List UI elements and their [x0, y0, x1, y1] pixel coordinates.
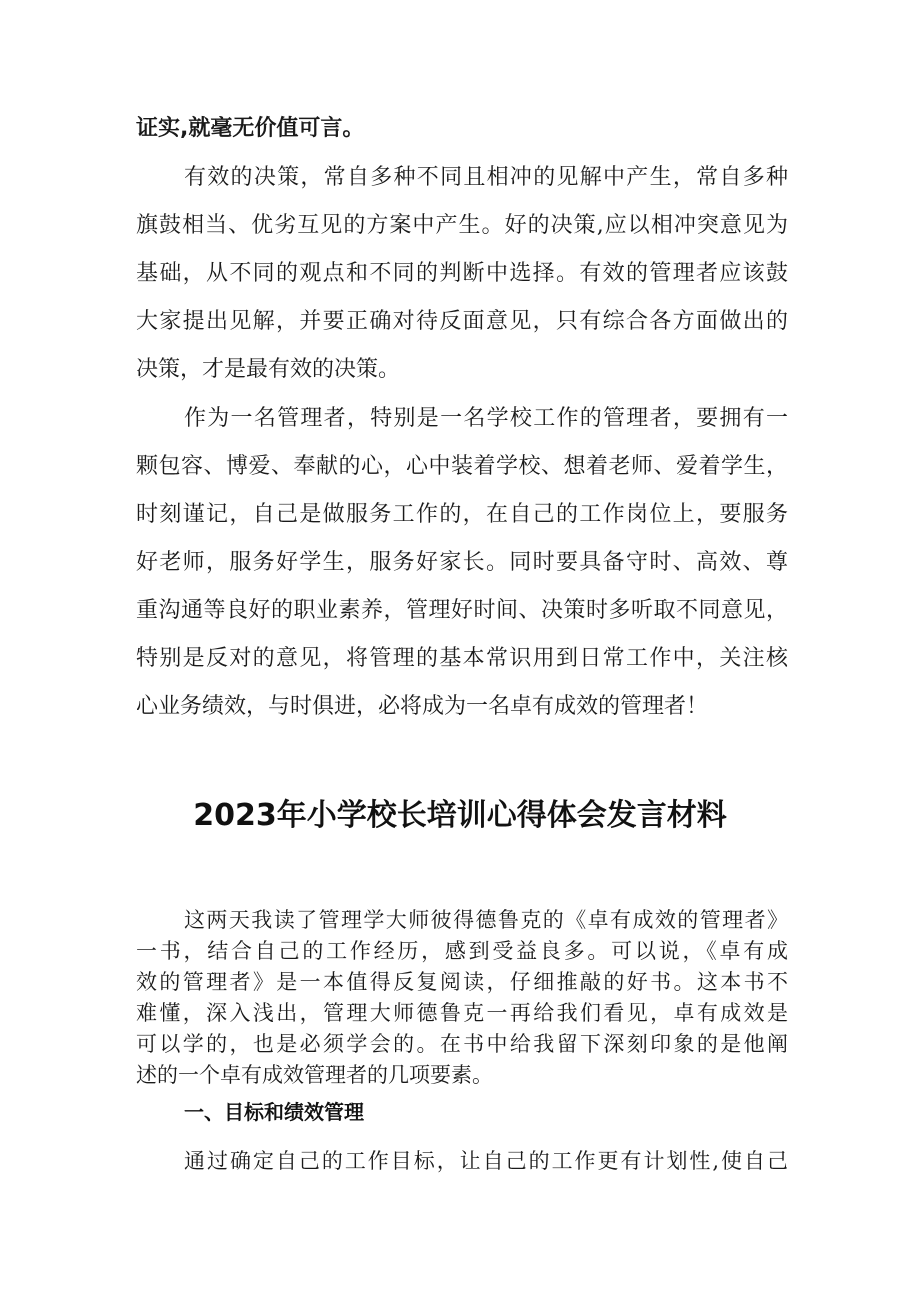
text-line: 旗鼓相当、优劣互见的方案中产生。好的决策,应以相冲突意见为 [136, 213, 788, 238]
text-line: 难懂，深入浅出，管理大师德鲁克一再给我们看见，卓有成效是 [136, 1001, 788, 1025]
text-line: 重沟通等良好的职业素养，管理好时间、决策时多听取不同意见， [136, 598, 788, 623]
text-line: 作为一名管理者，特别是一名学校工作的管理者，要拥有一 [184, 406, 788, 431]
text-line: 一书，结合自己的工作经历，感到受益良多。可以说，《卓有成 [136, 939, 788, 963]
text-line: 特别是反对的意见，将管理的基本常识用到日常工作中，关注核 [136, 646, 788, 671]
text-line: 颗包容、博爱、奉献的心，心中装着学校、想着老师、爱着学生， [136, 454, 788, 479]
text-line: 效的管理者》是一本值得反复阅读，仔细推敲的好书。这本书不 [136, 970, 788, 994]
text-line: 时刻谨记，自己是做服务工作的，在自己的工作岗位上，要服务 [136, 502, 788, 527]
text-line: 大家提出见解，并要正确对待反面意见，只有综合各方面做出的 [136, 309, 788, 334]
text-line: 通过确定自己的工作目标，让自己的工作更有计划性,使自己 [184, 1149, 788, 1173]
text-line: 好老师，服务好学生，服务好家长。同时要具备守时、高效、尊 [136, 550, 788, 575]
text-line: 决策，才是最有效的决策。 [136, 357, 401, 382]
text-line: 这两天我读了管理学大师彼得德鲁克的《卓有成效的管理者》 [184, 908, 788, 932]
text-line: 述的一个卓有成效管理者的几项要素。 [136, 1063, 493, 1087]
document-title: 2023年小学校长培训心得体会发言材料 [193, 798, 727, 833]
text-line: 心业务绩效，与时俱进，必将成为一名卓有成效的管理者！ [136, 694, 709, 719]
text-line: 基础，从不同的观点和不同的判断中选择。有效的管理者应该鼓 [136, 261, 788, 286]
text-line: 证实,就毫无价值可言。 [136, 116, 365, 141]
text-line: 有效的决策，常自多种不同且相冲的见解中产生，常自多种 [184, 165, 788, 190]
section-heading: 一、目标和绩效管理 [184, 1100, 364, 1124]
text-line: 可以学的，也是必须学会的。在书中给我留下深刻印象的是他阐 [136, 1032, 788, 1056]
